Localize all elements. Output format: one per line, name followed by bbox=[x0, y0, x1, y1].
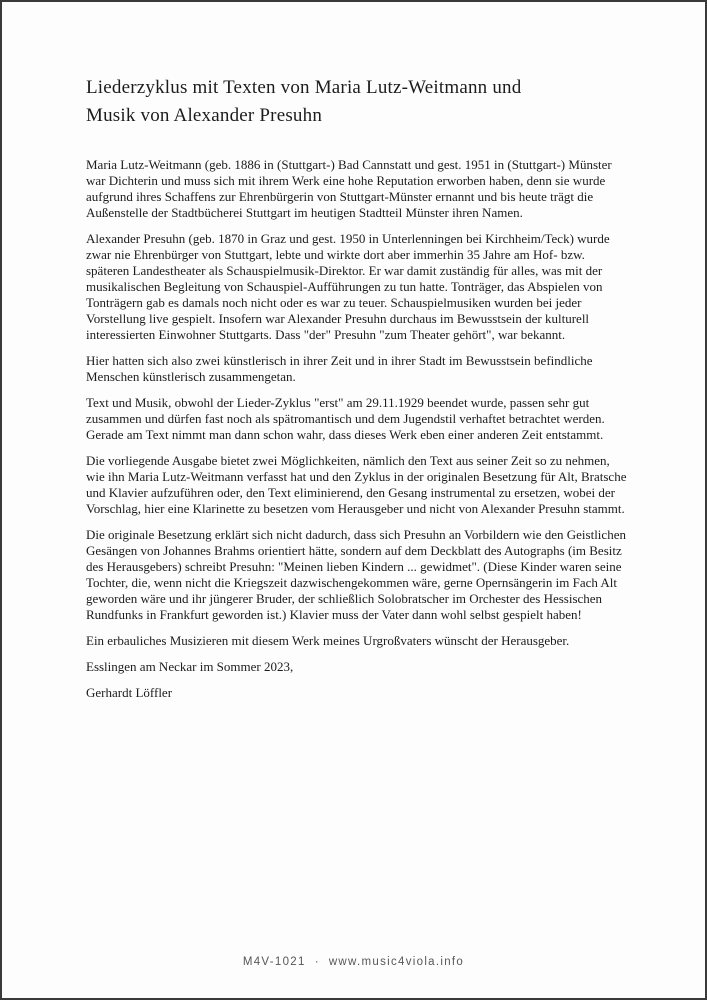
page-footer bbox=[2, 956, 705, 968]
paragraph: Ein erbauliches Musizieren mit diesem Werk meines Urgroßvaters wünscht der Herausgeber. bbox=[86, 633, 570, 648]
document-content bbox=[86, 74, 630, 711]
paragraph: Die originale Besetzung erklärt sich nicht dadurch, dass sich Presuhn an Vorbildern wie den Geistlichen Gesängen von Johannes Brahms orientiert hätte, sondern auf dem Deckblatt des Autographs (im Besitz des Herausgebers) schreibt Presuhn: "Meinen lieben Kindern ... gewidmet". (Diese Kinder waren seine Tochter, die, wenn nicht die Kriegszeit dazwischengekommen wäre, gerne Opernsängerin im Fach Alt geworden wäre und ihr jüngerer Bruder, der schließlich Solobratscher im Orchester des Hessischen Rundfunks in Frankfurt geworden ist.) Klavier muss der Vater dann wohl selbst gespielt haben! bbox=[86, 527, 626, 622]
footer-separator-dot: · bbox=[314, 956, 320, 968]
footer-website: www.music4viola.info bbox=[328, 956, 465, 968]
document-title-line-1: Liederzyklus mit Texten von Maria Lutz-Weitmann und bbox=[86, 77, 522, 98]
document-title-line-2: Musik von Alexander Presuhn bbox=[86, 105, 323, 126]
paragraph: Text und Musik, obwohl der Lieder-Zyklus "erst" am 29.11.1929 beendet wurde, passen sehr gut zusammen und dürfen fast noch als spätromantisch und dem Jugendstil verhaftet betrachtet werden. Gerade am Text nimmt man dann schon wahr, dass dieses Werk eben einer anderen Zeit entstammt. bbox=[86, 395, 605, 442]
paragraph: Maria Lutz-Weitmann (geb. 1886 in (Stuttgart-) Bad Cannstatt und gest. 1951 in (Stuttgart-) Münster war Dichterin und muss sich mit ihrem Werk eine hohe Reputation erworben haben, denn sie wurde aufgrund ihres Schaffens zur Ehrenbürgerin von Stuttgart-Münster ernannt und bis heute trägt die Außenstelle der Stadtbücherei Stuttgart im heutigen Stadtteil Münster ihren Namen. bbox=[86, 157, 612, 220]
paragraph: Hier hatten sich also zwei künstlerisch in ihrer Zeit und in ihrer Stadt im Bewusstsein befindliche Menschen künstlerisch zusammengetan. bbox=[86, 353, 593, 384]
paragraph: Gerhardt Löffler bbox=[86, 685, 173, 700]
paragraph: Die vorliegende Ausgabe bietet zwei Möglichkeiten, nämlich den Text aus seiner Zeit so zu nehmen, wie ihn Maria Lutz-Weitmann verfasst hat und den Zyklus in der originalen Besetzung für Alt, Bratsche und Klavier aufzuführen oder, den Text eliminierend, den Gesang instrumental zu ersetzen, wobei der Vorschlag, hier eine Klarinette zu besetzen vom Herausgeber und nicht von Alexander Presuhn stammt. bbox=[86, 453, 627, 516]
paragraphs bbox=[86, 157, 630, 701]
footer-catalog-number: M4V-1021 bbox=[242, 956, 306, 968]
paragraph: Alexander Presuhn (geb. 1870 in Graz und gest. 1950 in Unterlenningen bei Kirchheim/Teck) wurde zwar nie Ehrenbürger von Stuttgart, lebte und wirkte dort aber immerhin 35 Jahre am Hof- bzw. späteren Landestheater als Schauspielmusik-Direktor. Er war damit zuständig für alles, was mit der musikalischen Begleitung von Schauspiel-Aufführungen zu tun hatte. Tonträger, das Abspielen von Tonträgern gab es damals noch nicht oder es war zu teuer. Schauspielmusiken wurden bei jeder Vorstellung live gespielt. Insofern war Alexander Presuhn durchaus im Bewusstsein der kulturell interessierten Einwohner Stuttgarts. Dass "der" Presuhn "zum Theater gehört", war bekannt. bbox=[86, 231, 610, 342]
paragraph: Esslingen am Neckar im Sommer 2023, bbox=[86, 659, 294, 674]
document-title bbox=[86, 74, 630, 130]
